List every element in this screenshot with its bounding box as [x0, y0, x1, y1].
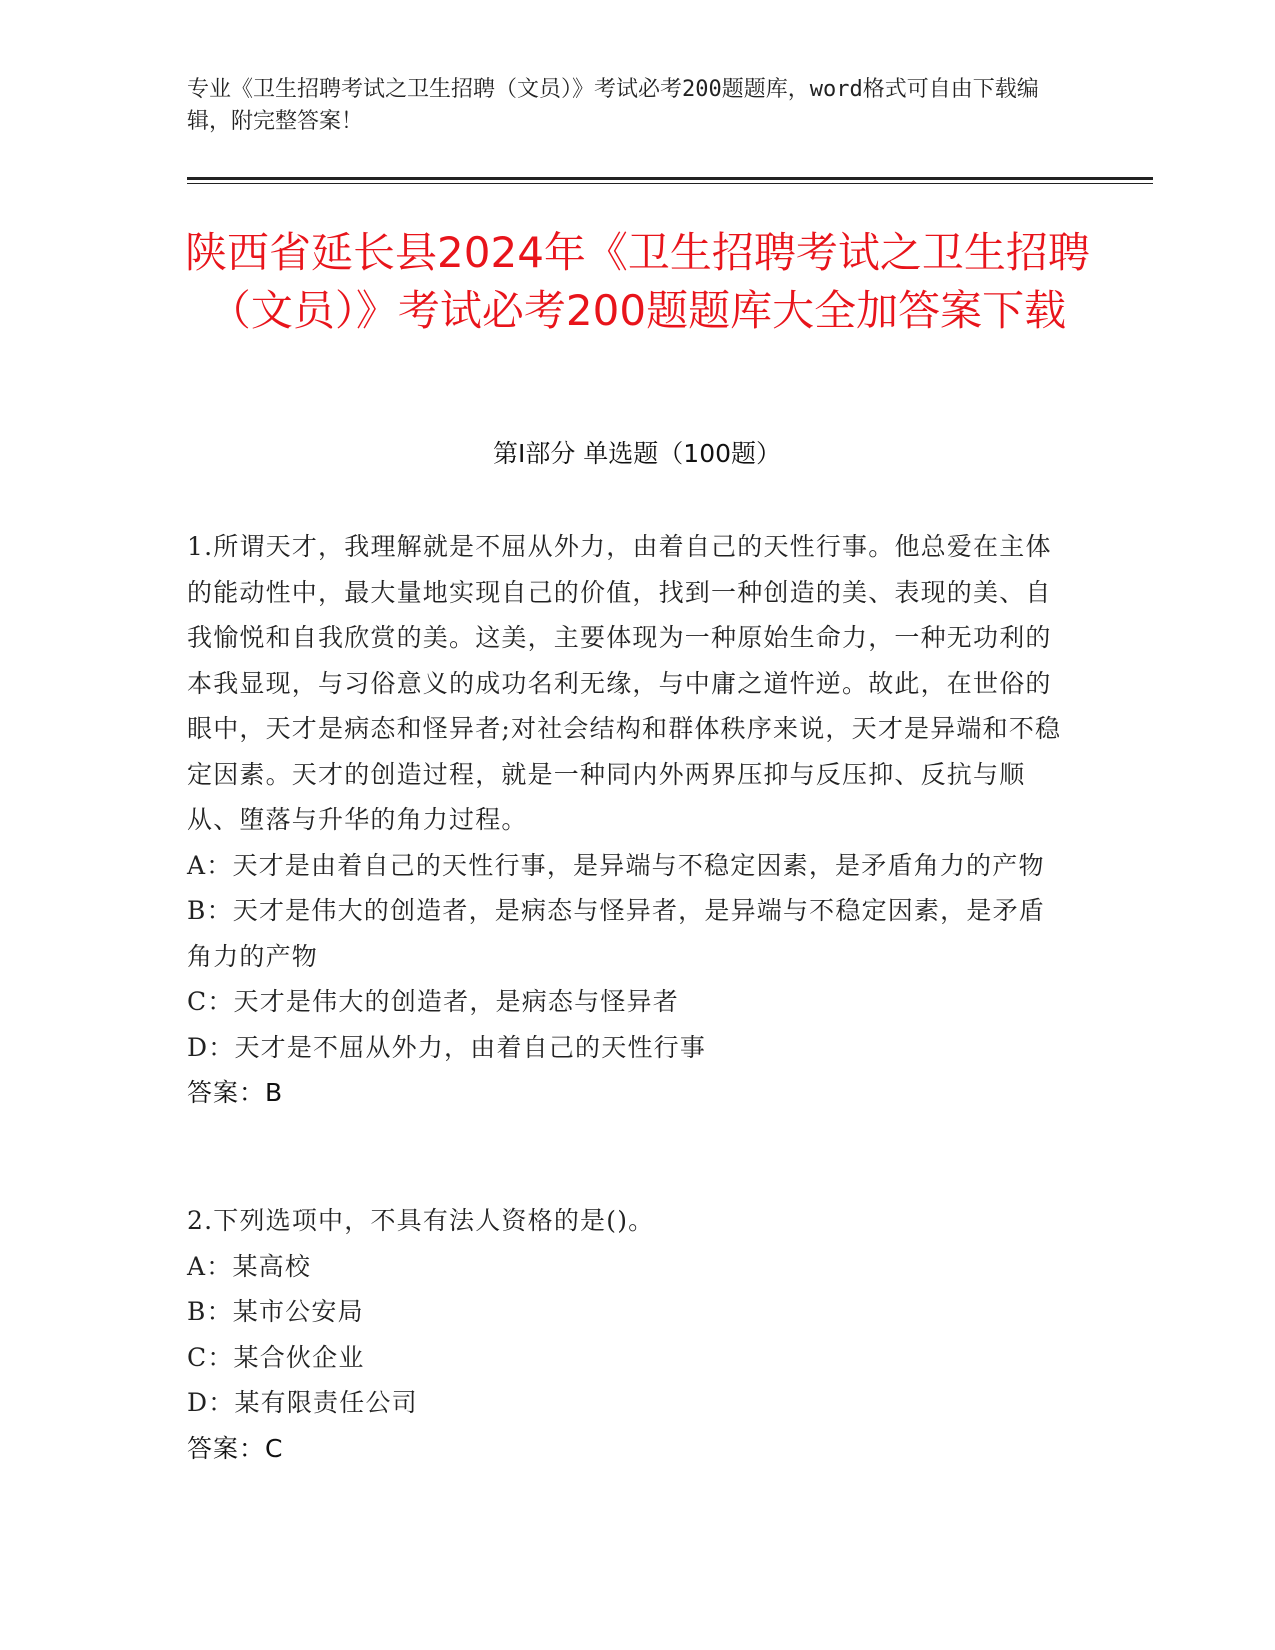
header-divider-thick	[187, 177, 1153, 180]
answer-label: 答案：C	[187, 1433, 284, 1463]
question-stem: 1.所谓天才，我理解就是不屈从外力，由着自己的天性行事。他总爱在主体的能动性中，最大量地实现自己的价值，找到一种创造的美、表现的美、自我愉悦和自我欣赏的美。这美，主要体现为一种原始生命力，一种无功利的本我显现，与习俗意义的成功名利无缘，与中庸之道忤逆。故此，在世俗的眼中，天才是病态和怪异者;对社会结构和群体秩序来说，天才是异端和不稳定因素。天才的创造过程，就是一种同内外两界压抑与反压抑、反抗与顺从、堕落与升华的角力过程。	[187, 532, 1062, 834]
option-c: C：天才是伟大的创造者，是病态与怪异者	[187, 987, 679, 1016]
option-d: D：某有限责任公司	[187, 1388, 418, 1417]
answer-label: 答案：B	[187, 1078, 284, 1107]
section-title: 第I部分 单选题（100题）	[492, 439, 782, 468]
option-b: B：某市公安局	[187, 1297, 364, 1326]
question-stem: 2.下列选项中，不具有法人资格的是()。	[187, 1206, 655, 1235]
option-a: A：天才是由着自己的天性行事，是异端与不稳定因素，是矛盾角力的产物	[187, 850, 1045, 880]
document-title: 陕西省延长县2024年《卫生招聘考试之卫生招聘（文员）》考试必考200题题库大全加答案下载	[185, 228, 1090, 335]
question-block	[187, 1198, 1067, 1471]
option-a: A：某高校	[187, 1251, 312, 1281]
header-note: 专业《卫生招聘考试之卫生招聘（文员）》考试必考200题题库，word格式可自由下载编辑，附完整答案！	[187, 77, 1039, 134]
header-divider-thin	[187, 183, 1153, 184]
option-b: B：天才是伟大的创造者，是病态与怪异者，是异端与不稳定因素，是矛盾角力的产物	[187, 896, 1045, 971]
option-c: C：某合伙企业	[187, 1342, 365, 1372]
question-block	[187, 524, 1067, 1116]
option-d: D：天才是不屈从外力，由着自己的天性行事	[187, 1032, 707, 1062]
